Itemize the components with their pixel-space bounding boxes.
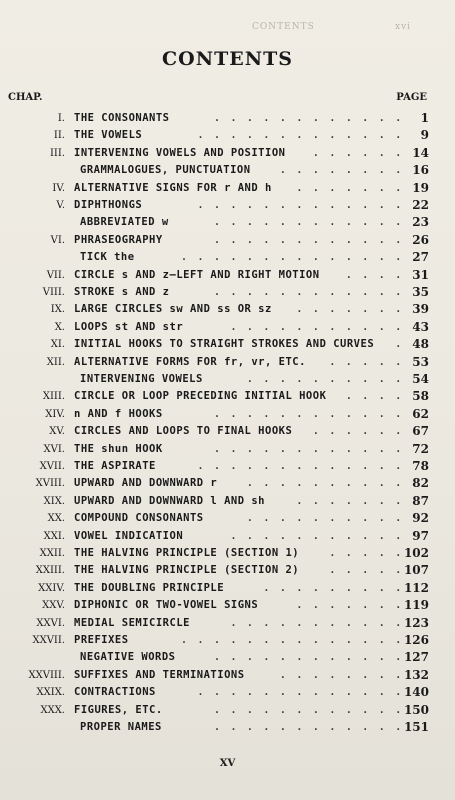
chapter-number: III. xyxy=(49,147,65,159)
chapter-title: MEDIAL SEMICIRCLE xyxy=(74,616,190,629)
chapter-number: II. xyxy=(53,130,65,142)
chapter-title: SUFFIXES AND TERMINATIONS xyxy=(74,668,245,681)
chapter-number: I. xyxy=(57,113,65,124)
toc-row xyxy=(0,249,455,266)
chapter-title: COMPOUND CONSONANTS xyxy=(74,512,204,525)
chapter-title: CIRCLES AND LOOPS TO FINAL HOOKS xyxy=(74,425,293,438)
toc-row xyxy=(0,702,455,719)
leader-dots: ............ xyxy=(215,217,413,229)
page-number: 48 xyxy=(412,337,429,352)
chapter-title: DIPHONIC OR TWO-VOWEL SIGNS xyxy=(74,599,259,612)
toc-row xyxy=(0,528,455,545)
leader-dots: ........ xyxy=(281,669,413,681)
toc-row xyxy=(0,580,455,597)
page-number: 107 xyxy=(403,563,429,578)
leader-dots: ............ xyxy=(215,408,413,420)
page-number: 19 xyxy=(412,180,429,195)
chapter-number: IX. xyxy=(50,304,65,316)
chapter-title: STROKE s AND z xyxy=(74,286,170,298)
chapter-number: XVIII. xyxy=(35,478,65,490)
page-number: 31 xyxy=(412,267,429,282)
chapter-title: n AND f HOOKS xyxy=(74,407,163,420)
page-number: 151 xyxy=(403,720,429,734)
chapter-number: XV. xyxy=(49,426,65,438)
chapter-title: PHRASEOGRAPHY xyxy=(74,233,163,246)
chapter-number: VII. xyxy=(46,269,65,281)
toc-row xyxy=(0,493,455,510)
toc-row xyxy=(0,197,455,214)
chapter-title: PROPER NAMES xyxy=(80,721,162,733)
toc-row xyxy=(0,441,455,458)
page-number: 127 xyxy=(403,650,429,665)
toc-row xyxy=(0,545,455,562)
toc-row xyxy=(0,354,455,371)
toc-row xyxy=(0,180,455,197)
toc-row xyxy=(0,284,455,301)
leader-dots: ............ xyxy=(215,234,413,246)
chapter-number: XX. xyxy=(47,513,65,525)
leader-dots: . xyxy=(396,339,413,351)
chapter-number: XXVI. xyxy=(36,617,65,629)
toc-row xyxy=(0,301,455,318)
chapter-number: XXIV. xyxy=(38,582,65,594)
page-number: 132 xyxy=(403,667,429,682)
chapter-title: UPWARD AND DOWNWARD r xyxy=(74,477,218,490)
leader-dots: ............. xyxy=(198,130,413,142)
chapter-title: NEGATIVE WORDS xyxy=(80,651,176,664)
toc-row xyxy=(0,145,455,162)
leader-dots: .............. xyxy=(182,635,413,646)
page-number: 26 xyxy=(412,232,429,247)
leader-dots: .............. xyxy=(182,252,413,264)
chapter-title: THE VOWELS xyxy=(74,129,143,142)
leader-dots: ..... xyxy=(330,565,413,577)
chapter-title: CIRCLE OR LOOP PRECEDING INITIAL HOOK xyxy=(74,390,327,403)
leader-dots: ....... xyxy=(297,600,413,612)
leader-dots: ........ xyxy=(281,165,413,177)
leader-dots: .... xyxy=(347,391,413,403)
chapter-title: THE DOUBLING PRINCIPLE xyxy=(74,581,225,594)
chapter-title: CIRCLE s AND z—LEFT AND RIGHT MOTION xyxy=(74,268,320,281)
toc-row xyxy=(0,667,455,684)
toc-row xyxy=(0,267,455,284)
chapter-title: UPWARD AND DOWNWARD l AND sh xyxy=(74,494,266,507)
chapter-number: XIX. xyxy=(43,495,65,507)
leader-dots: ............ xyxy=(215,443,413,455)
bleed-page-number: xvi xyxy=(395,22,412,32)
chapter-title: GRAMMALOGUES, PUNCTUATION xyxy=(80,164,251,177)
chapter-number: XI. xyxy=(50,339,65,351)
chapter-title: THE HALVING PRINCIPLE (SECTION 2) xyxy=(74,564,300,577)
chapter-number: VI. xyxy=(50,234,65,246)
page-number: 22 xyxy=(412,198,429,212)
leader-dots: ............ xyxy=(215,652,413,664)
page-number: 102 xyxy=(403,546,429,560)
leader-dots: ............. xyxy=(198,687,413,699)
page-number: 67 xyxy=(412,424,429,439)
page-number: 72 xyxy=(412,441,429,456)
page-number: 78 xyxy=(412,459,429,473)
page-number: 14 xyxy=(412,145,429,160)
page-number: 58 xyxy=(412,389,429,404)
toc-row xyxy=(0,423,455,440)
chapter-number: XXIII. xyxy=(35,565,65,577)
chapter-title: TICK the xyxy=(80,251,135,264)
toc-row xyxy=(0,684,455,701)
page-number-footer: XV xyxy=(219,758,236,769)
toc-row xyxy=(0,510,455,527)
toc-row xyxy=(0,632,455,649)
toc-row xyxy=(0,232,455,249)
page-number: 92 xyxy=(412,511,429,526)
chapter-number: XXIX. xyxy=(36,687,65,699)
page-number: 23 xyxy=(412,215,429,230)
chapter-title: DIPHTHONGS xyxy=(74,199,143,211)
leader-dots: ......... xyxy=(264,582,413,594)
chapter-column-header: CHAP. xyxy=(8,92,43,103)
leader-dots: ............. xyxy=(198,200,413,211)
chapter-title: THE HALVING PRINCIPLE (SECTION 1) xyxy=(74,547,300,559)
leader-dots: ............ xyxy=(215,287,413,298)
chapter-title: CONTRACTIONS xyxy=(74,686,156,699)
toc-row xyxy=(0,214,455,231)
chapter-title: THE CONSONANTS xyxy=(74,112,170,124)
toc-row xyxy=(0,597,455,614)
chapter-title: ABBREVIATED w xyxy=(80,216,169,229)
toc-row xyxy=(0,127,455,144)
leader-dots: ....... xyxy=(297,495,413,507)
toc-row xyxy=(0,649,455,666)
page-column-header: PAGE xyxy=(396,92,427,103)
chapter-title: THE ASPIRATE xyxy=(74,460,156,472)
page-number: 27 xyxy=(412,250,429,265)
leader-dots: ............ xyxy=(215,113,413,124)
chapter-title: ALTERNATIVE SIGNS FOR r AND h xyxy=(74,181,272,194)
leader-dots: ............ xyxy=(215,704,413,716)
chapter-title: INITIAL HOOKS TO STRAIGHT STROKES AND CURVES xyxy=(74,338,375,351)
chapter-number: X. xyxy=(54,321,65,333)
page-title: CONTENTS xyxy=(162,48,293,70)
chapter-title: INTERVENING VOWELS AND POSITION xyxy=(74,146,286,159)
chapter-number: VIII. xyxy=(42,287,65,298)
page-number: 54 xyxy=(412,372,429,386)
chapter-number: XXI. xyxy=(43,530,65,542)
leader-dots: ...... xyxy=(314,147,413,159)
chapter-number: XXV. xyxy=(42,600,65,612)
chapter-title: INTERVENING VOWELS xyxy=(80,373,203,385)
toc-row xyxy=(0,475,455,492)
toc-row xyxy=(0,388,455,405)
page-number: 123 xyxy=(403,615,429,630)
chapter-number: XII. xyxy=(46,356,65,368)
chapter-number: XIII. xyxy=(42,391,65,403)
page-number: 87 xyxy=(412,493,429,508)
chapter-title: THE shun HOOK xyxy=(74,442,163,455)
page-number: 39 xyxy=(412,302,429,317)
leader-dots: ........... xyxy=(231,617,413,629)
toc-row xyxy=(0,562,455,579)
chapter-number: XXX. xyxy=(40,704,65,716)
chapter-title: ALTERNATIVE FORMS FOR fr, vr, ETC. xyxy=(74,355,306,368)
leader-dots: ..... xyxy=(330,548,413,559)
toc-row xyxy=(0,110,455,127)
leader-dots: .......... xyxy=(248,513,413,525)
page-number: 97 xyxy=(412,528,429,543)
page-number: 43 xyxy=(412,319,429,334)
chapter-number: XVI. xyxy=(43,443,65,455)
chapter-number: XXVII. xyxy=(32,635,65,646)
leader-dots: ..... xyxy=(330,356,413,368)
leader-dots: ....... xyxy=(297,182,413,194)
toc-row xyxy=(0,319,455,336)
leader-dots: ............. xyxy=(198,461,413,472)
page-number: 16 xyxy=(412,163,429,178)
chapter-title: VOWEL INDICATION xyxy=(74,529,184,542)
chapter-title: PREFIXES xyxy=(74,634,129,646)
page-number: 82 xyxy=(412,476,429,491)
page-number: 35 xyxy=(412,285,429,299)
page-number: 140 xyxy=(403,685,429,700)
bleed-word: CONTENTS xyxy=(252,22,315,32)
page-number: 53 xyxy=(412,354,429,369)
toc-row xyxy=(0,162,455,179)
page-number: 9 xyxy=(420,128,429,143)
chapter-number: XIV. xyxy=(45,408,65,420)
chapter-title: FIGURES, ETC. xyxy=(74,703,163,716)
leader-dots: ........... xyxy=(231,530,413,542)
page-number: 112 xyxy=(403,580,429,595)
leader-dots: .... xyxy=(347,269,413,281)
toc-row xyxy=(0,615,455,632)
page-number: 62 xyxy=(412,406,429,421)
toc-row xyxy=(0,406,455,423)
chapter-number: IV. xyxy=(52,182,65,194)
toc-row xyxy=(0,371,455,388)
chapter-title: LOOPS st AND str xyxy=(74,320,184,333)
chapter-number: V. xyxy=(56,200,65,211)
leader-dots: ............ xyxy=(215,722,413,733)
toc-row xyxy=(0,719,455,736)
leader-dots: ....... xyxy=(297,304,413,316)
chapter-number: XVII. xyxy=(39,461,65,472)
leader-dots: ...... xyxy=(314,426,413,438)
page-number: 126 xyxy=(403,633,429,647)
leader-dots: .......... xyxy=(248,374,413,385)
leader-dots: ........... xyxy=(231,321,413,333)
chapter-number: XXII. xyxy=(39,548,65,559)
page-number: 1 xyxy=(420,111,429,125)
toc-row xyxy=(0,336,455,353)
page-number: 119 xyxy=(403,598,429,613)
toc-row xyxy=(0,458,455,475)
leader-dots: .......... xyxy=(248,478,413,490)
chapter-title: LARGE CIRCLES sw AND ss OR sz xyxy=(74,303,272,316)
chapter-number: XXVIII. xyxy=(28,669,65,681)
page-number: 150 xyxy=(403,702,429,717)
